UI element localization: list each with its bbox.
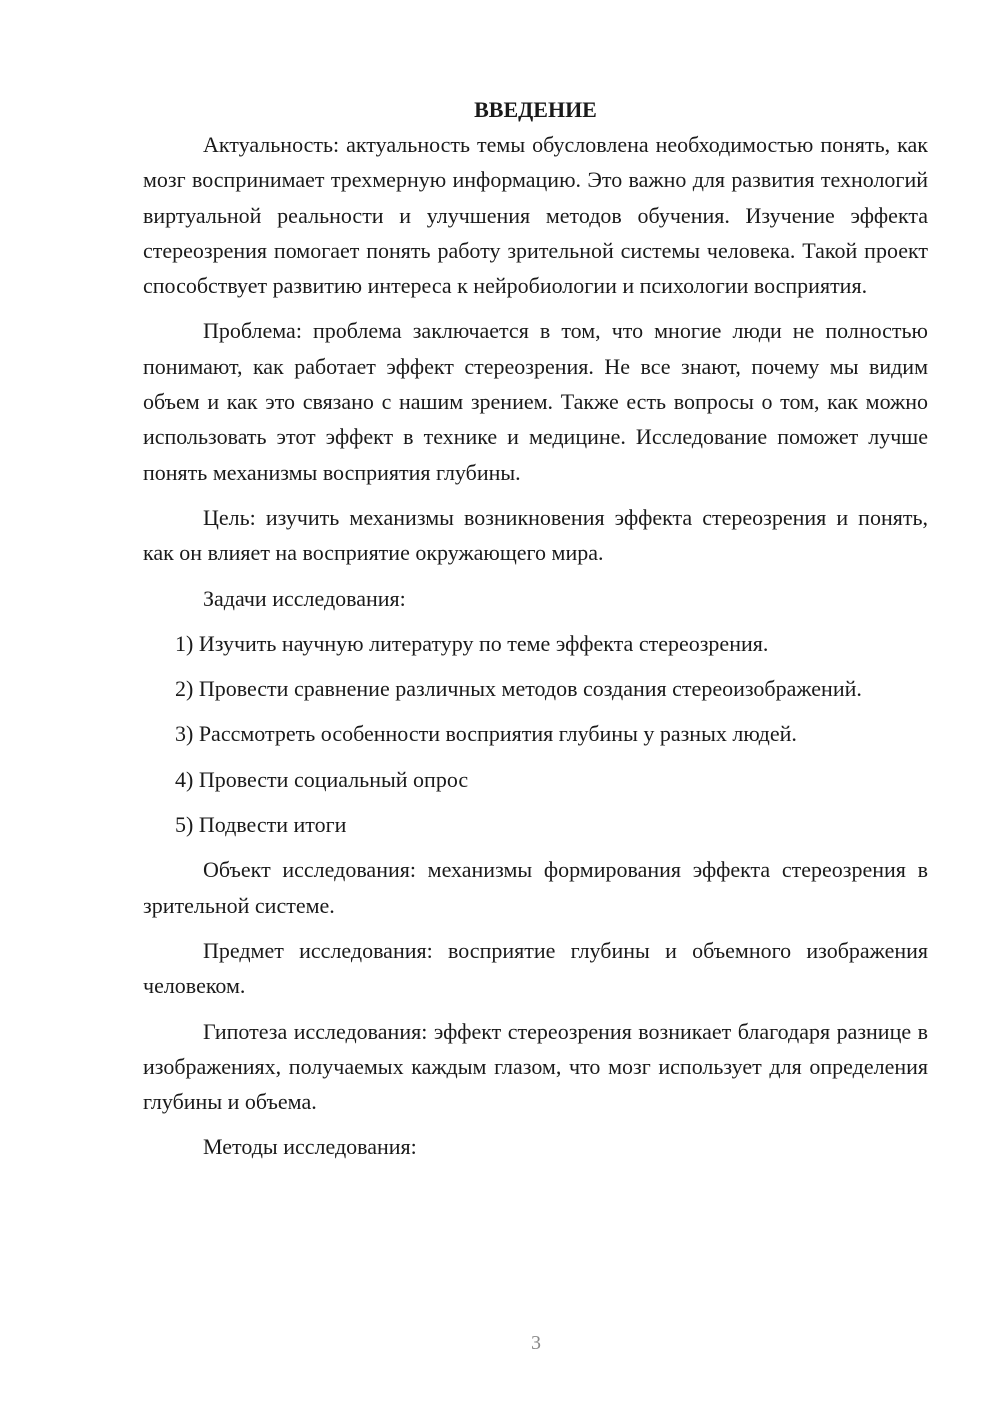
object-paragraph: Объект исследования: механизмы формирования эффекта стереозрения в зрительной системе.: [143, 857, 928, 918]
tasks-title: Задачи исследования:: [203, 585, 406, 611]
relevance-paragraph: Актуальность: актуальность темы обусловлена необходимостью понять, как мозг воспринимает трехмерную информацию. Это важно для развития технологий виртуальной реальности и улучшения методов обучения. Изучение эффекта стереозрения помогает понять работу зрительной системы человека. Такой проект способствует развитию интереса к нейробиологии и психологии восприятия.: [143, 132, 928, 299]
problem-paragraph: Проблема: проблема заключается в том, что многие люди не полностью понимают, как работает эффект стереозрения. Не все знают, почему мы видим объем и как это связано с нашим зрением. Также есть вопросы о том, как можно использовать этот эффект в технике и медицине. Исследование поможет лучше понять механизмы восприятия глубины.: [143, 318, 928, 485]
page-number: 3: [531, 1332, 541, 1354]
task-item-1: 1) Изучить научную литературу по теме эффекта стереозрения.: [175, 630, 769, 656]
document-page: [143, 92, 928, 1175]
goal-paragraph: Цель: изучить механизмы возникновения эффекта стереозрения и понять, как он влияет на восприятие окружающего мира.: [143, 504, 928, 566]
methods-title: Методы исследования:: [203, 1134, 417, 1160]
task-item-5: 5) Подвести итоги: [175, 812, 347, 838]
task-item-4: 4) Провести социальный опрос: [175, 766, 469, 792]
subject-paragraph: Предмет исследования: восприятие глубины и объемного изображения человеком.: [143, 937, 928, 999]
hypothesis-paragraph: Гипотеза исследования: эффект стереозрения возникает благодаря разнице в изображениях, получаемых каждым глазом, что мозг использует для определения глубины и объема.: [143, 1018, 928, 1115]
task-item-2: 2) Провести сравнение различных методов создания стереоизображений.: [175, 676, 862, 702]
page-title: ВВЕДЕНИЕ: [474, 97, 597, 122]
task-item-3: 3) Рассмотреть особенности восприятия глубины у разных людей.: [175, 721, 797, 747]
